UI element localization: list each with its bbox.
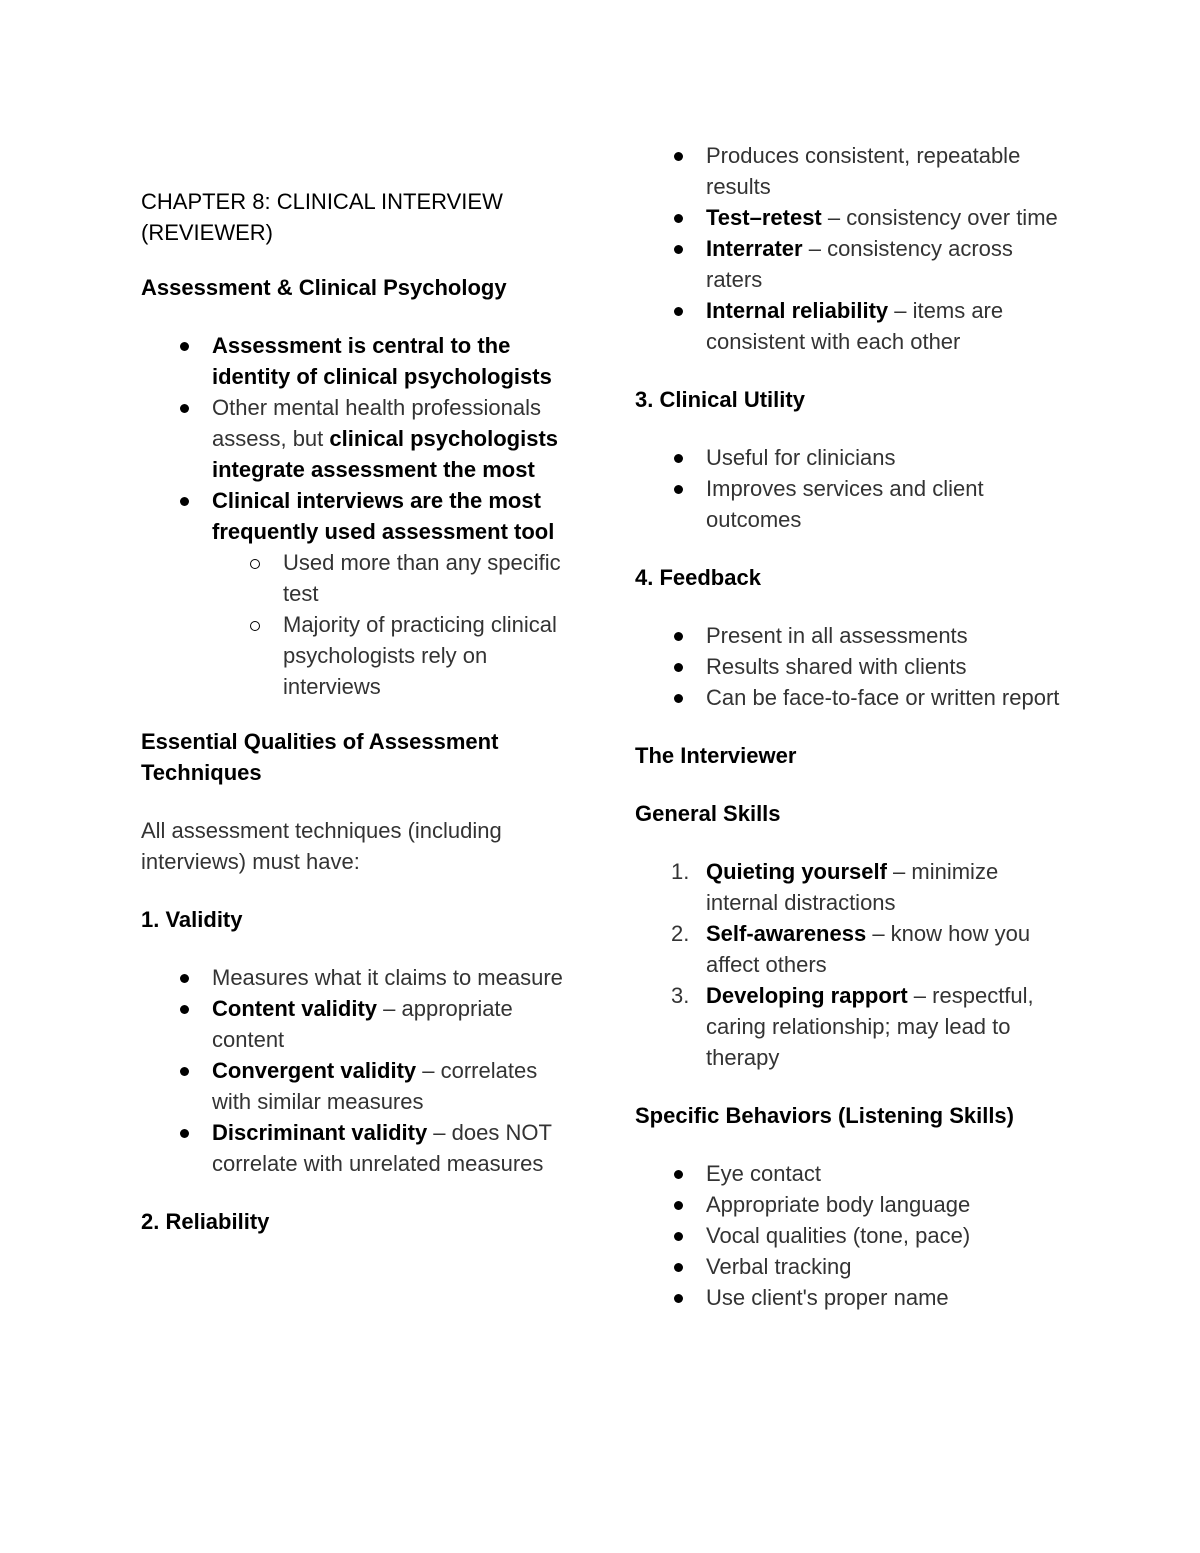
list-item: Results shared with clients: [635, 651, 1065, 682]
list-item: Present in all assessments: [635, 620, 1065, 651]
sub-list: [212, 547, 571, 702]
bullet-icon: [674, 1170, 683, 1179]
list-item: Vocal qualities (tone, pace): [635, 1220, 1065, 1251]
bullet-icon: [674, 307, 683, 316]
bullet-icon: [180, 1129, 189, 1138]
bullet-icon: [674, 1294, 683, 1303]
sub-list-item: Used more than any specific test: [212, 547, 571, 609]
list-item: Verbal tracking: [635, 1251, 1065, 1282]
list-item: Convergent validity – correlates with similar measures: [141, 1055, 571, 1117]
list-item: Can be face-to-face or written report: [635, 682, 1065, 713]
bullet-icon: [674, 1263, 683, 1272]
sub-list-item: Majority of practicing clinical psychologists rely on interviews: [212, 609, 571, 702]
hollow-bullet-icon: [250, 621, 260, 631]
bullet-icon: [674, 663, 683, 672]
list-item: Eye contact: [635, 1158, 1065, 1189]
bullet-icon: [674, 485, 683, 494]
feedback-list: [635, 620, 1065, 713]
list-item: Appropriate body language: [635, 1189, 1065, 1220]
section-heading-feedback: 4. Feedback: [635, 565, 761, 590]
assessment-list: [141, 330, 571, 702]
list-item: 1. Quieting yourself – minimize internal distractions: [671, 859, 999, 915]
list-item: Useful for clinicians: [635, 442, 1065, 473]
list-item: Other mental health professionals assess, but clinical psychologists integrate assessment the most: [141, 392, 571, 485]
list-item: Discriminant validity – does NOT correlate with unrelated measures: [141, 1117, 571, 1179]
list-item: Content validity – appropriate content: [141, 993, 571, 1055]
bullet-icon: [180, 1005, 189, 1014]
validity-list: [141, 962, 571, 1179]
section-heading-reliability: 2. Reliability: [141, 1209, 270, 1234]
bullet-icon: [674, 152, 683, 161]
utility-list: [635, 442, 1065, 535]
list-item: Improves services and client outcomes: [635, 473, 1065, 535]
section-heading-assessment: Assessment & Clinical Psychology: [141, 275, 507, 300]
title-line-1: CHAPTER 8: CLINICAL INTERVIEW: [141, 189, 503, 214]
bullet-icon: [674, 1232, 683, 1241]
list-item: Clinical interviews are the most frequently used assessment tool Used more than any specific test Majority of practicing clinical psychologists rely on interviews: [141, 485, 571, 702]
right-column: [635, 140, 1065, 1313]
bullet-icon: [674, 214, 683, 223]
behaviors-list: [635, 1158, 1065, 1313]
section-heading-clinical-utility: 3. Clinical Utility: [635, 387, 805, 412]
bullet-icon: [180, 497, 189, 506]
section-heading-specific-behaviors: Specific Behaviors (Listening Skills): [635, 1103, 1014, 1128]
list-item: Assessment is central to the identity of clinical psychologists: [141, 330, 571, 392]
title-line-2: (REVIEWER): [141, 220, 273, 245]
section-heading-general-skills: General Skills: [635, 801, 781, 826]
bullet-icon: [674, 245, 683, 254]
section-heading-essential-qualities: Essential Qualities of Assessment Techniques: [141, 729, 499, 785]
skills-list: [635, 856, 1065, 1073]
bullet-icon: [180, 974, 189, 983]
list-item: 3. Developing rapport – respectful, caring relationship; may lead to therapy: [671, 983, 1034, 1070]
list-item: Measures what it claims to measure: [141, 962, 571, 993]
list-item: Internal reliability – items are consistent with each other: [635, 295, 1065, 357]
bullet-icon: [674, 1201, 683, 1210]
bullet-icon: [180, 1067, 189, 1076]
bullet-icon: [674, 632, 683, 641]
bullet-icon: [180, 342, 189, 351]
list-item: Use client's proper name: [635, 1282, 1065, 1313]
reliability-list: [635, 140, 1065, 357]
bullet-icon: [674, 454, 683, 463]
hollow-bullet-icon: [250, 559, 260, 569]
bullet-icon: [180, 404, 189, 413]
list-item: Test–retest – consistency over time: [635, 202, 1065, 233]
left-column: [141, 140, 571, 1237]
bullet-icon: [674, 694, 683, 703]
intro-paragraph: All assessment techniques (including interviews) must have:: [141, 818, 502, 874]
section-heading-validity: 1. Validity: [141, 907, 243, 932]
section-heading-interviewer: The Interviewer: [635, 743, 797, 768]
document-title: [141, 186, 571, 248]
list-item: Produces consistent, repeatable results: [635, 140, 1065, 202]
list-item: 2. Self-awareness – know how you affect others: [671, 921, 1031, 977]
list-item: Interrater – consistency across raters: [635, 233, 1065, 295]
